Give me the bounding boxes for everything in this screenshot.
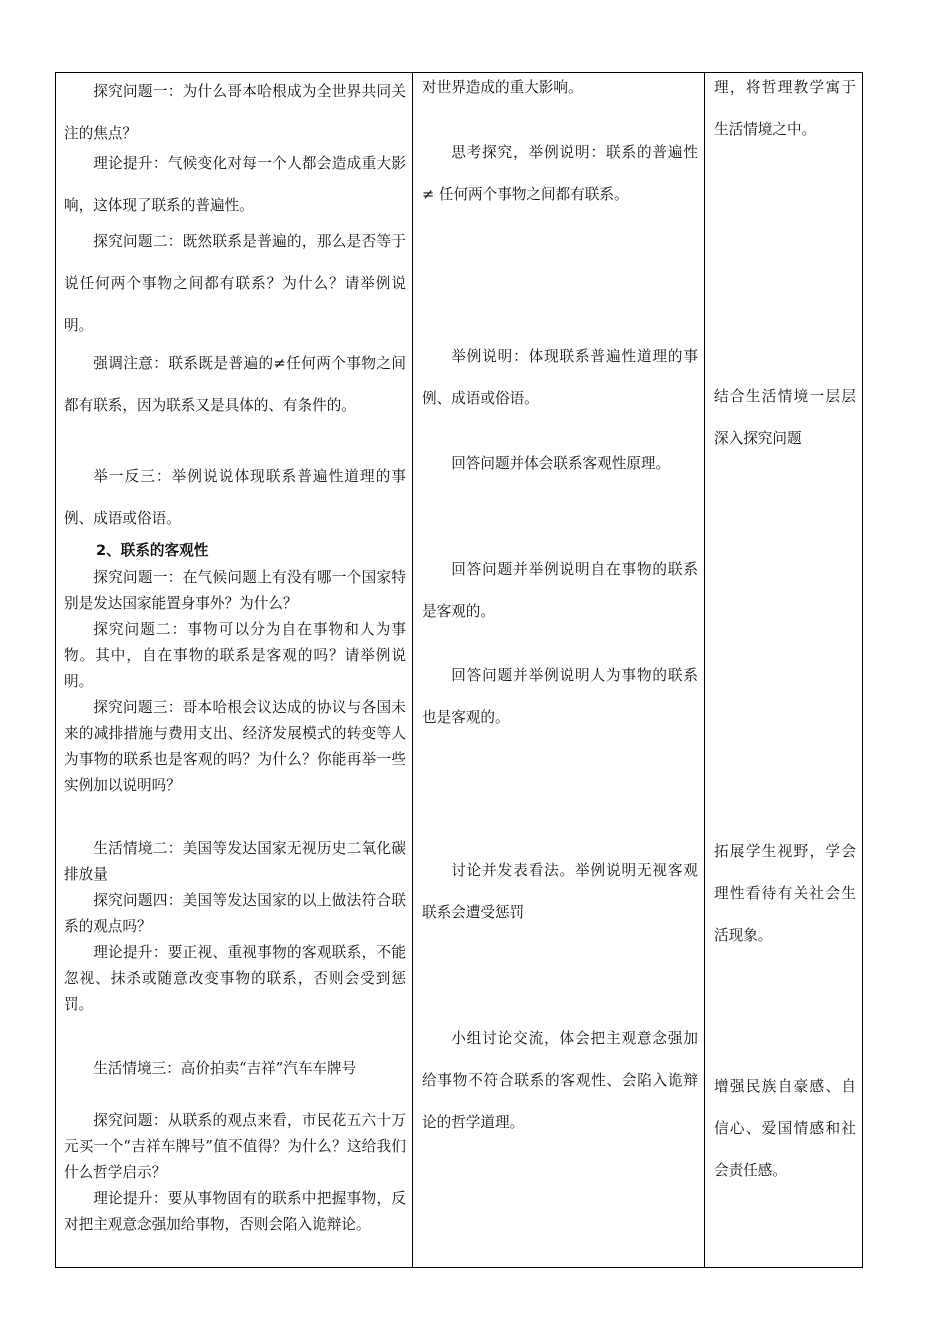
student-answer-8: 小组讨论交流，体会把主观意念强加给事物不符合联系的客观性、会陷入诡辩论的哲学道理。 <box>422 1030 698 1131</box>
design-intent-2: 结合生活情境一层层深入探究问题 <box>714 388 856 447</box>
student-answer-7: 讨论并发表看法。举例说明无视客观联系会遭受惩罚 <box>422 862 698 921</box>
student-answer-6: 回答问题并举例说明人为事物的联系也是客观的。 <box>422 667 698 726</box>
design-intent-3: 拓展学生视野，学会理性看待有关社会生活现象。 <box>714 843 856 944</box>
inquiry-question-1: 探究问题一：为什么哥本哈根成为全世界共同关注的焦点？ <box>64 83 406 142</box>
lesson-plan-table <box>55 72 863 1268</box>
student-answer-1: 对世界造成的重大影响。 <box>422 79 583 96</box>
inquiry-question-2: 探究问题二：既然联系是普遍的，那么是否等于说任何两个事物之间都有联系？为什么？请举例说明。 <box>64 233 406 334</box>
theory-upgrade-1: 理论提升：气候变化对每一个人都会造成重大影响，这体现了联系的普遍性。 <box>64 155 406 214</box>
teacher-activity-cell <box>56 73 413 1268</box>
life-scenario-3: 生活情境三：高价拍卖“吉祥”汽车车牌号 <box>93 1060 357 1077</box>
inquiry-question-4: 探究问题四：美国等发达国家的以上做法符合联系的观点吗？ <box>64 892 406 935</box>
student-activity-cell <box>413 73 705 1268</box>
design-intent-1: 理，将哲理教学寓于生活情境之中。 <box>714 79 856 138</box>
life-scenario-2: 生活情境二：美国等发达国家无视历史二氧化碳排放量 <box>64 840 406 883</box>
student-answer-3: 举例说明：体现联系普遍性道理的事例、成语或俗语。 <box>422 348 698 407</box>
student-answer-2: 思考探究，举例说明：联系的普遍性 ≠ 任何两个事物之间都有联系。 <box>422 144 698 203</box>
theory-upgrade-2: 理论提升：要正视、重视事物的客观联系，不能忽视、抹杀或随意改变事物的联系，否则会受到惩罚。 <box>64 944 406 1013</box>
emphasis-note: 强调注意：联系既是普遍的≠任何两个事物之间都有联系，因为联系又是具体的、有条件的。 <box>64 355 406 414</box>
student-answer-5: 回答问题并举例说明自在事物的联系是客观的。 <box>422 561 698 620</box>
inquiry-question-plate: 探究问题：从联系的观点来看，市民花五六十万元买一个“吉祥车牌号”值不值得？为什么？这给我们什么哲学启示？ <box>64 1112 406 1181</box>
theory-upgrade-3: 理论提升：要从事物固有的联系中把握事物，反对把主观意念强加给事物，否则会陷入诡辩论。 <box>64 1190 406 1233</box>
objectivity-question-3: 探究问题三：哥本哈根会议达成的协议与各国未来的减排措施与费用支出、经济发展模式的转变等人为事物的联系也是客观的吗？为什么？你能再举一些实例加以说明吗？ <box>64 699 406 794</box>
design-intent-cell <box>705 73 863 1268</box>
section-heading-objectivity: 2、联系的客观性 <box>96 542 209 559</box>
design-intent-4: 增强民族自豪感、自信心、爱国情感和社会责任感。 <box>714 1078 856 1179</box>
student-answer-4: 回答问题并体会联系客观性原理。 <box>451 455 671 472</box>
objectivity-question-1: 探究问题一：在气候问题上有没有哪一个国家特别是发达国家能置身事外？为什么？ <box>64 569 406 612</box>
objectivity-question-2: 探究问题二：事物可以分为自在事物和人为事物。其中，自在事物的联系是客观的吗？请举例说明。 <box>64 621 406 690</box>
table-row <box>56 73 863 1268</box>
example-prompt: 举一反三：举例说说体现联系普遍性道理的事例、成语或俗语。 <box>64 468 406 527</box>
